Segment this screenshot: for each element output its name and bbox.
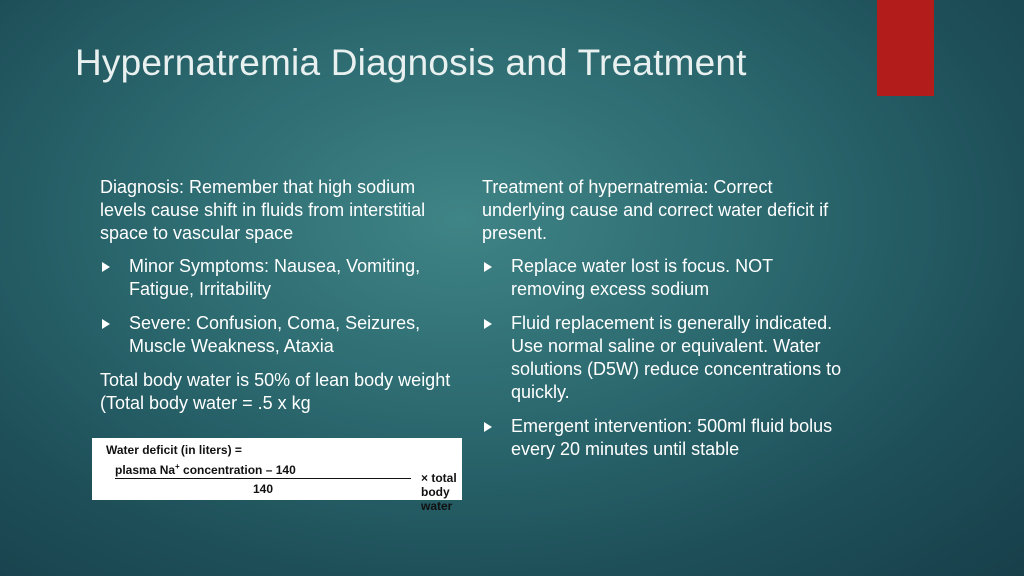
list-item xyxy=(100,255,460,301)
treatment-intro: Treatment of hypernatremia: Correct underlying cause and correct water deficit if present. xyxy=(482,177,829,243)
list-item xyxy=(100,312,460,358)
list-item xyxy=(482,255,842,301)
symptom-list xyxy=(100,255,460,358)
formula-denominator: 140 xyxy=(252,482,274,496)
formula-multiplier: × total body water xyxy=(421,471,457,513)
accent-bar xyxy=(877,0,934,96)
triangle-bullet-icon xyxy=(102,262,110,272)
triangle-bullet-icon xyxy=(102,319,110,329)
diagnosis-intro: Diagnosis: Remember that high sodium levels cause shift in fluids from interstitial space to vascular space xyxy=(100,177,426,243)
treatment-column xyxy=(482,176,842,472)
bullet-text: Emergent intervention: 500ml fluid bolus every 20 minutes until stable xyxy=(511,416,833,459)
formula-label: Water deficit (in liters) = xyxy=(106,443,242,457)
water-deficit-formula-image xyxy=(92,438,462,513)
list-item xyxy=(482,312,842,404)
list-item xyxy=(482,415,842,461)
bullet-text: Severe: Confusion, Coma, Seizures, Muscle Weakness, Ataxia xyxy=(129,313,421,356)
triangle-bullet-icon xyxy=(484,422,492,432)
triangle-bullet-icon xyxy=(484,262,492,272)
slide-title: Hypernatremia Diagnosis and Treatment xyxy=(75,42,747,83)
fraction-line xyxy=(115,478,411,479)
bullet-text: Minor Symptoms: Nausea, Vomiting, Fatigue, Irritability xyxy=(129,256,421,299)
triangle-bullet-icon xyxy=(484,319,492,329)
formula-numerator: plasma Na+ concentration – 140 xyxy=(115,462,296,477)
diagnosis-column xyxy=(100,176,460,425)
bullet-text: Fluid replacement is generally indicated. Use normal saline or equivalent. Water solutions (D5W) reduce concentrations to quickly. xyxy=(511,313,842,402)
bullet-text: Replace water lost is focus. NOT removing excess sodium xyxy=(511,256,773,299)
body-water-note: Total body water is 50% of lean body weight (Total body water = .5 x kg xyxy=(100,370,451,413)
treatment-list xyxy=(482,255,842,461)
